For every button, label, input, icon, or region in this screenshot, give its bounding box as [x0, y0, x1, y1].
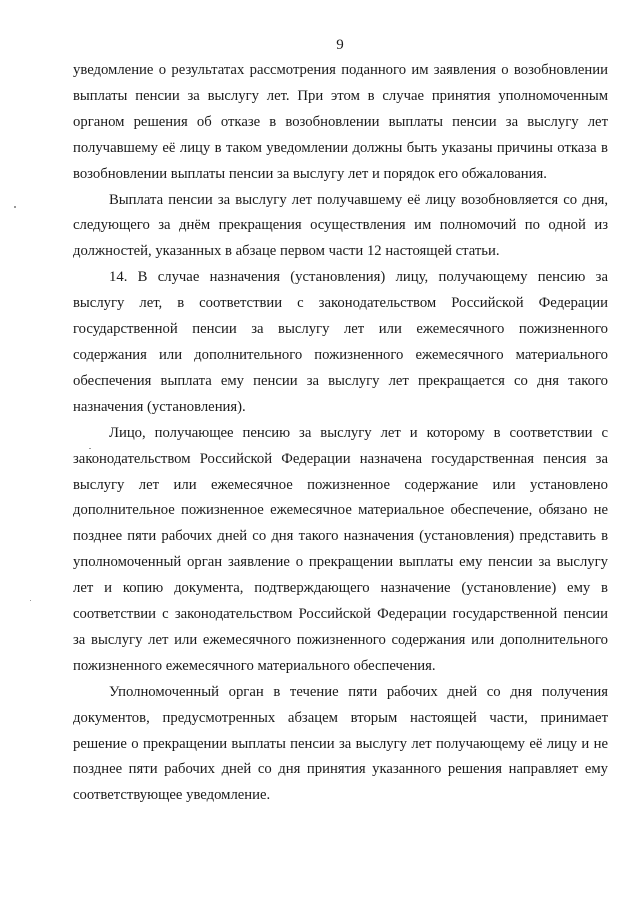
scan-speck — [89, 448, 91, 449]
paragraph-4: Лицо, получающее пенсию за выслугу лет и которому в соответствии с законодательством Российской Федерации назначена государственная пенсия за выслугу лет или ежемесячное пожизненное содержание или установлено дополнительное пожизненное ежемесячное материальное обеспечение, обязано не позднее пяти рабочих дней со дня такого назначения (установления) представить в уполномоченный орган заявление о прекращении выплаты ему пенсии за выслугу лет и копию документа, подтверждающего назначение (установление) ему в соответствии с законодательством Российской Федерации государственной пенсии за выслугу лет или ежемесячного пожизненного содержания или дополнительного пожизненного ежемесячного материального обеспечения. — [73, 424, 608, 674]
scan-speck — [14, 206, 16, 208]
page-number: 9 — [336, 37, 344, 53]
paragraph-5: Уполномоченный орган в течение пяти рабочих дней со дня получения документов, предусмотренных абзацем вторым настоящей части, принимает решение о прекращении выплаты пенсии за выслугу лет получающему её лицу и не позднее пяти рабочих дней со дня принятия указанного решения направляет ему соответствующее уведомление. — [73, 683, 608, 804]
scan-speck — [30, 600, 31, 601]
paragraph-1: уведомление о результатах рассмотрения поданного им заявления о возобновлении выплаты пенсии за выслугу лет. При этом в случае принятия уполномоченным органом решения об отказе в возобновлении выплаты пенсии за выслугу лет получавшему её лицу в таком уведомлении должны быть указаны причины отказа в возобновлении выплаты пенсии за выслугу лет и порядок его обжалования. — [73, 62, 608, 182]
document-body — [73, 58, 608, 809]
paragraph-3: 14. В случае назначения (установления) лицу, получающему пенсию за выслугу лет, в соответствии с законодательством Российской Федерации государственной пенсии за выслугу лет или ежемесячного пожизненного содержания или дополнительного пожизненного ежемесячного материального обеспечения выплата ему пенсии за выслугу лет прекращается со дня такого назначения (установления). — [73, 269, 608, 415]
paragraph-2: Выплата пенсии за выслугу лет получавшему её лицу возобновляется со дня, следующего за днём прекращения осуществления им полномочий по одной из должностей, указанных в абзаце первом части 12 настоящей статьи. — [73, 191, 608, 260]
